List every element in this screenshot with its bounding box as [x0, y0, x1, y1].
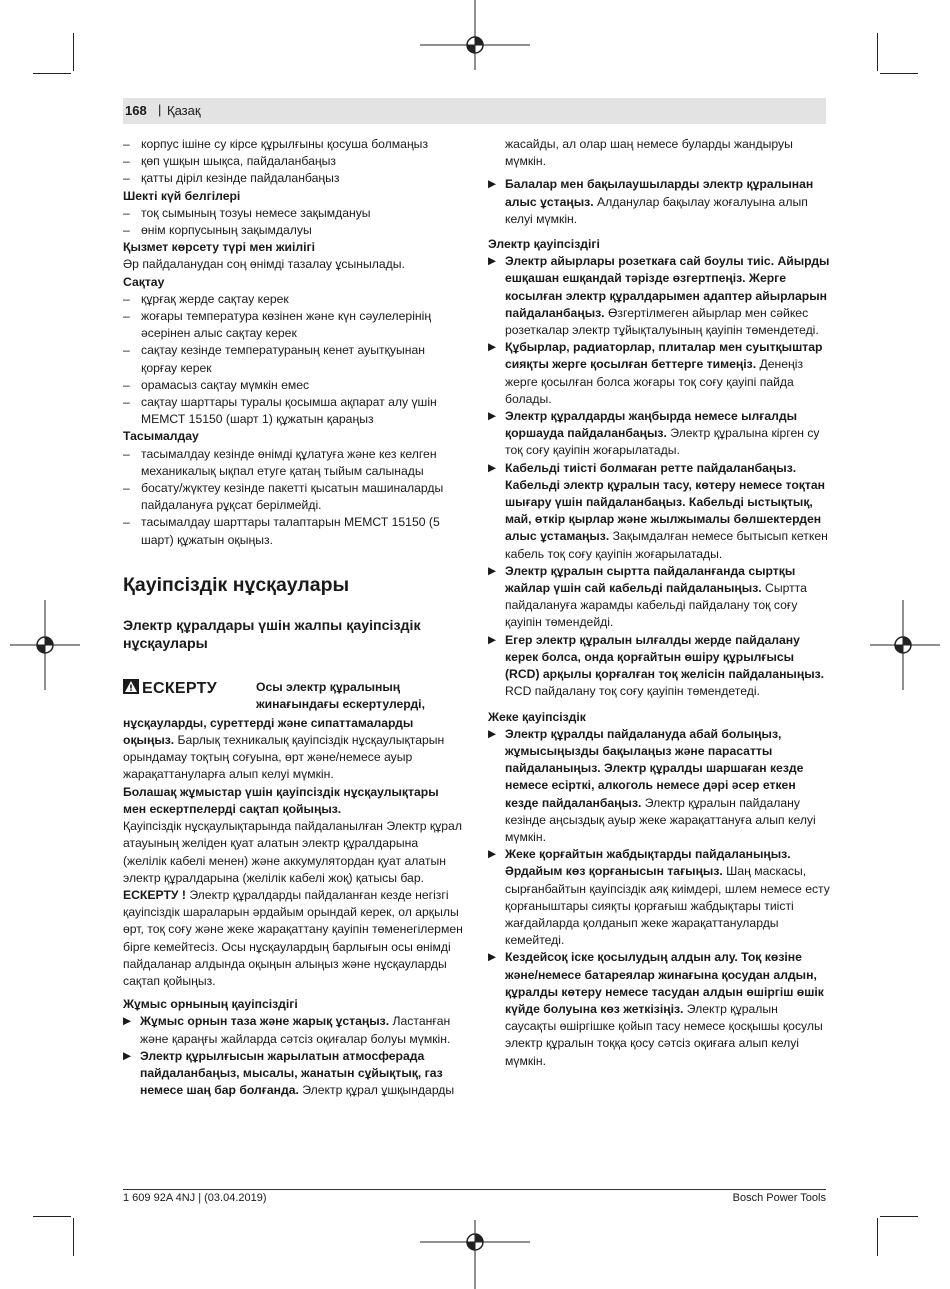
item-bold: Егер электр құралын ылғалды жерде пайдалану керек болса, онда қорғайтын өшіру құрылғысы (RCD) арқылы қорғалған тоқ желісін пайдаланыңыз. [505, 632, 825, 682]
list-item [488, 460, 830, 563]
section-title: Қауіпсіздік нұсқаулары [123, 573, 350, 596]
warning-label-text: ЕСКЕРТУ [142, 679, 217, 697]
note-bold: ЕСКЕРТУ ! [123, 887, 186, 902]
registration-mark-icon [870, 600, 950, 690]
item-bold: Кабельді тиісті болмаған ретте пайдаланбаңыз. Кабельді электр құралын тасу, көтеру немесе тоқтан шығару үшін пайдаланбаңыз. Кабельді ыстықтық, май, өткір қырлар және жылжымалы бөлшектерден алыс ұстамаңыз. [505, 460, 826, 544]
keep-instructions-bold: Болашақ жұмыстар үшін қауіпсіздік нұсқаулықтары мен ескертпелерді сақтап қойыңыз. [123, 784, 439, 816]
paragraph [123, 887, 463, 990]
list-item: – босату/жүктеу кезінде пакетті қысатын машиналарды пайдалануға рұқсат берілмейді. [123, 480, 463, 514]
left-column [123, 136, 463, 1099]
list-item: – сақтау кезінде температураның кенет ауытқуынан қорғау керек [123, 342, 463, 376]
warning-bold-text: Осы электр құралының жинағындағы ескертулерді, [256, 679, 425, 712]
list-item: – жоғары температура көзінен және күн сәулелерінің әсерінен алыс сақтау керек [123, 308, 463, 342]
warning-label [123, 679, 217, 697]
item-text: Электр құралын саусақты өшіргішке қойып тасу немесе қосқышы қосулы электр құралын тоққа қосу сәтсіз оқиғаға алып келуі мүмкін. [505, 1001, 823, 1068]
list-item [123, 1048, 463, 1100]
section-subtitle: Тасымалдау [123, 429, 199, 444]
list-item: – қатты діріл кезінде пайдаланбаңыз [123, 170, 463, 187]
paragraph: Қауіпсіздік нұсқаулықтарында пайдаланылған Электр құрал атауының желіден қуат алатын электр құралдарына (желілік кабелі менен) және аккумулятордан қуат алатын электр құралдарына (желілік кабелі жоқ) қатысы бар. [123, 819, 462, 885]
list-item [488, 176, 830, 228]
item-text: Ластанған және қараңғы жайларда сәтсіз оқиғалар болуы мүмкін. [140, 1014, 451, 1046]
list-item: – корпус ішіне су кірсе құрылғыны қосуша болмаңыз [123, 136, 463, 153]
item-text: Денеңіз жерге қосылған болса жоғары тоқ соғу қауіпі пайда болады. [505, 357, 804, 406]
item-text: Электр құрал ұшқындарды [298, 1083, 455, 1098]
item-bold: Электр құралдарды жаңбырда немесе ылғалды қоршауда пайдаланбаңыз. [505, 409, 798, 441]
footer-doc-code: 1 609 92A 4NJ | (03.04.2019) [123, 1192, 267, 1204]
list-item [123, 1013, 463, 1047]
paragraph [123, 715, 463, 784]
item-text: Алданулар бақылау жоғалуына алып келуі мүмкін. [505, 194, 808, 226]
list-item: – өнім корпусының зақымдалуы [123, 222, 463, 239]
crop-mark [880, 73, 918, 74]
crop-mark [877, 1218, 878, 1256]
section-heading: Электр құралдары үшін жалпы қауіпсіздік нұсқаулары [123, 617, 421, 652]
list-item [488, 726, 830, 846]
note-body: Электр құралдарды пайдаланған кезде негізгі қауіпсіздік шараларын әрдайым орындай керек, ол арқылы өрт, тоқ соғу және жеке жарақаттану қауіпін төменегілермен бірге кемейтесіз. Осы нұсқаулардың барлығын осы өнімді пайдаланар алдында оқыңын алыңыз және нұсқауларды сақтап қойыңыз. [123, 887, 463, 988]
registration-mark-icon [0, 600, 80, 690]
list-item [488, 949, 830, 1069]
list-item: – орамасыз сақтау мүмкін емес [123, 377, 463, 394]
crop-mark [73, 33, 74, 71]
warning-bold-continuation: нұсқауларды, суреттерді және сипаттамаларды оқыңыз. [123, 715, 414, 748]
section-subtitle: Шекті күй белгілері [123, 188, 241, 203]
list-item: – тасымалдау кезінде өнімді құлатуға және кез келген механикалық ықпал етуге қатаң тыйым салынады [123, 446, 463, 480]
list-item: – тоқ сымының тозуы немесе зақымдануы [123, 205, 463, 222]
footer-divider [123, 1189, 826, 1190]
item-bold: Жұмыс орнын таза және жарық ұстаңыз. [140, 1014, 390, 1029]
list-item: – сақтау шарттары туралы қосымша ақпарат алу үшін МЕМСТ 15150 (шарт 1) құжатын қараңыз [123, 394, 463, 428]
registration-mark-icon [420, 1210, 530, 1289]
item-bold: Жеке қорғайтын жабдықтарды пайдаланыңыз. Әрдайым көз қорғанысын тағыңыз. [505, 847, 791, 879]
item-bold: Электр құралды пайдалануда абай болыңыз, жұмысыңызды бақылаңыз және парасатты пайдаланыңыз. Электр құралды шаршаған кезде немесе есірткі, алкоголь немесе дәрі әсер еткен кезде пайдаланбаңыз. [505, 726, 804, 810]
item-bold: Кездейсоқ іске қосылудың алдын алу. Тоқ көзіне және/немесе батареялар жинағына қосудан алдын, құралды көтеру немесе тасудан алдын өшіргіш өшік күйде болуына көз жеткізіңіз. [505, 950, 824, 1016]
list-item [488, 632, 830, 701]
list-item: – құрғақ жерде сақтау керек [123, 291, 463, 308]
section-subtitle: Сақтау [123, 274, 165, 289]
header-separator: | [158, 102, 162, 117]
item-bold: Электр құрылғысын жарылатын атмосферада пайдаланбаңыз, мысалы, жанатын сұйықтық, газ немесе шаң бар болғанда. [140, 1048, 443, 1098]
section-subtitle: Жеке қауіпсіздік [488, 709, 586, 724]
paragraph: Әр пайдаланудан соң өнімді тазалау ұсынылады. [123, 257, 405, 272]
item-bold: Электр айырлары розеткаға сай боулы тиіс. Айырды ешқашан ешқандай тәрізде өзгертпеңіз. Жерге косылған электр құралдарымен адаптер айырларын пайдаланбаңыз. [505, 254, 830, 320]
crop-mark [33, 1216, 71, 1217]
item-bold: Балалар мен бақылаушыларды электр құралынан алыс ұстаңыз. [505, 177, 814, 209]
crop-mark [877, 33, 878, 71]
right-column [488, 136, 830, 1070]
item-text: Өзгертілмеген айырлар мен сәйкес розеткалар электр тұйықталуының қауіпін төмендетеді. [505, 305, 819, 338]
paragraph: жасайды, ал олар шаң немесе буларды жандыруы мүмкін. [505, 137, 793, 169]
list-item [488, 846, 830, 949]
crop-mark [33, 73, 71, 74]
crop-mark [880, 1216, 918, 1217]
section-subtitle: Электр қауіпсіздігі [488, 237, 600, 252]
item-bold: Электр құралын сыртта пайдаланғанда сыртқы жайлар үшін сай кабельді пайдаланыңыз. [505, 563, 796, 596]
footer-brand: Bosch Power Tools [732, 1192, 826, 1204]
page-header [123, 98, 826, 124]
list-item [488, 253, 830, 339]
warning-body: Барлық техникалық қауіпсіздік нұсқаулықтарын орындамау тоқтың соғуына, өрт және/немесе ауыр жарақаттануларға алып келуі мүмкін. [123, 733, 445, 782]
list-item [488, 339, 830, 408]
page-number: 168 [125, 103, 147, 118]
list-item: – тасымалдау шарттары талаптарын МЕМСТ 15150 (5 шарт) құжатын оқыңыз. [123, 514, 463, 548]
section-subtitle: Жұмыс орнының қауіпсіздігі [123, 997, 298, 1012]
list-item [488, 408, 830, 460]
item-bold: Құбырлар, радиаторлар, плиталар мен суытқыштар сияқты жерге қосылған беттерге тимеңіз. [505, 340, 823, 372]
list-item [488, 563, 830, 632]
item-text: Сыртта пайдалануға жарамды кабельді пайдалану тоқ соғу қауіпін төмендейді. [505, 581, 807, 630]
header-language: Қазақ [167, 103, 201, 118]
crop-mark [73, 1218, 74, 1256]
section-subtitle: Қызмет көрсету түрі мен жиілігі [123, 240, 316, 255]
registration-mark-icon [420, 0, 530, 80]
item-text: Шаң маскасы, сырғанбайтын қауіпсіздік аяқ киімдері, шлем немесе есту қорғаныштары сияқты қорғағыш жабдықтары тиісті жағдайларда қолданып жеке жарақаттануларды кемейтеді. [505, 864, 830, 948]
item-text: Зақымдалған немесе бытысып кеткен кабель тоқ соғу қауіпін жоғарылатады. [505, 529, 828, 561]
warning-block [123, 679, 463, 715]
item-text: Электр құралына кірген су тоқ соғу қауіпін жоғарылатады. [505, 426, 820, 458]
item-text: Электр құралын пайдалану кезінде аңсыздық ауыр жеке жарақаттануға алып келуі мүмкін. [505, 795, 816, 844]
item-text: RCD пайдалану тоқ соғу қауіпін төмендетеді. [505, 684, 760, 699]
list-item: – қөп үшқын шықса, пайдаланбаңыз [123, 153, 463, 170]
warning-icon [123, 679, 139, 694]
